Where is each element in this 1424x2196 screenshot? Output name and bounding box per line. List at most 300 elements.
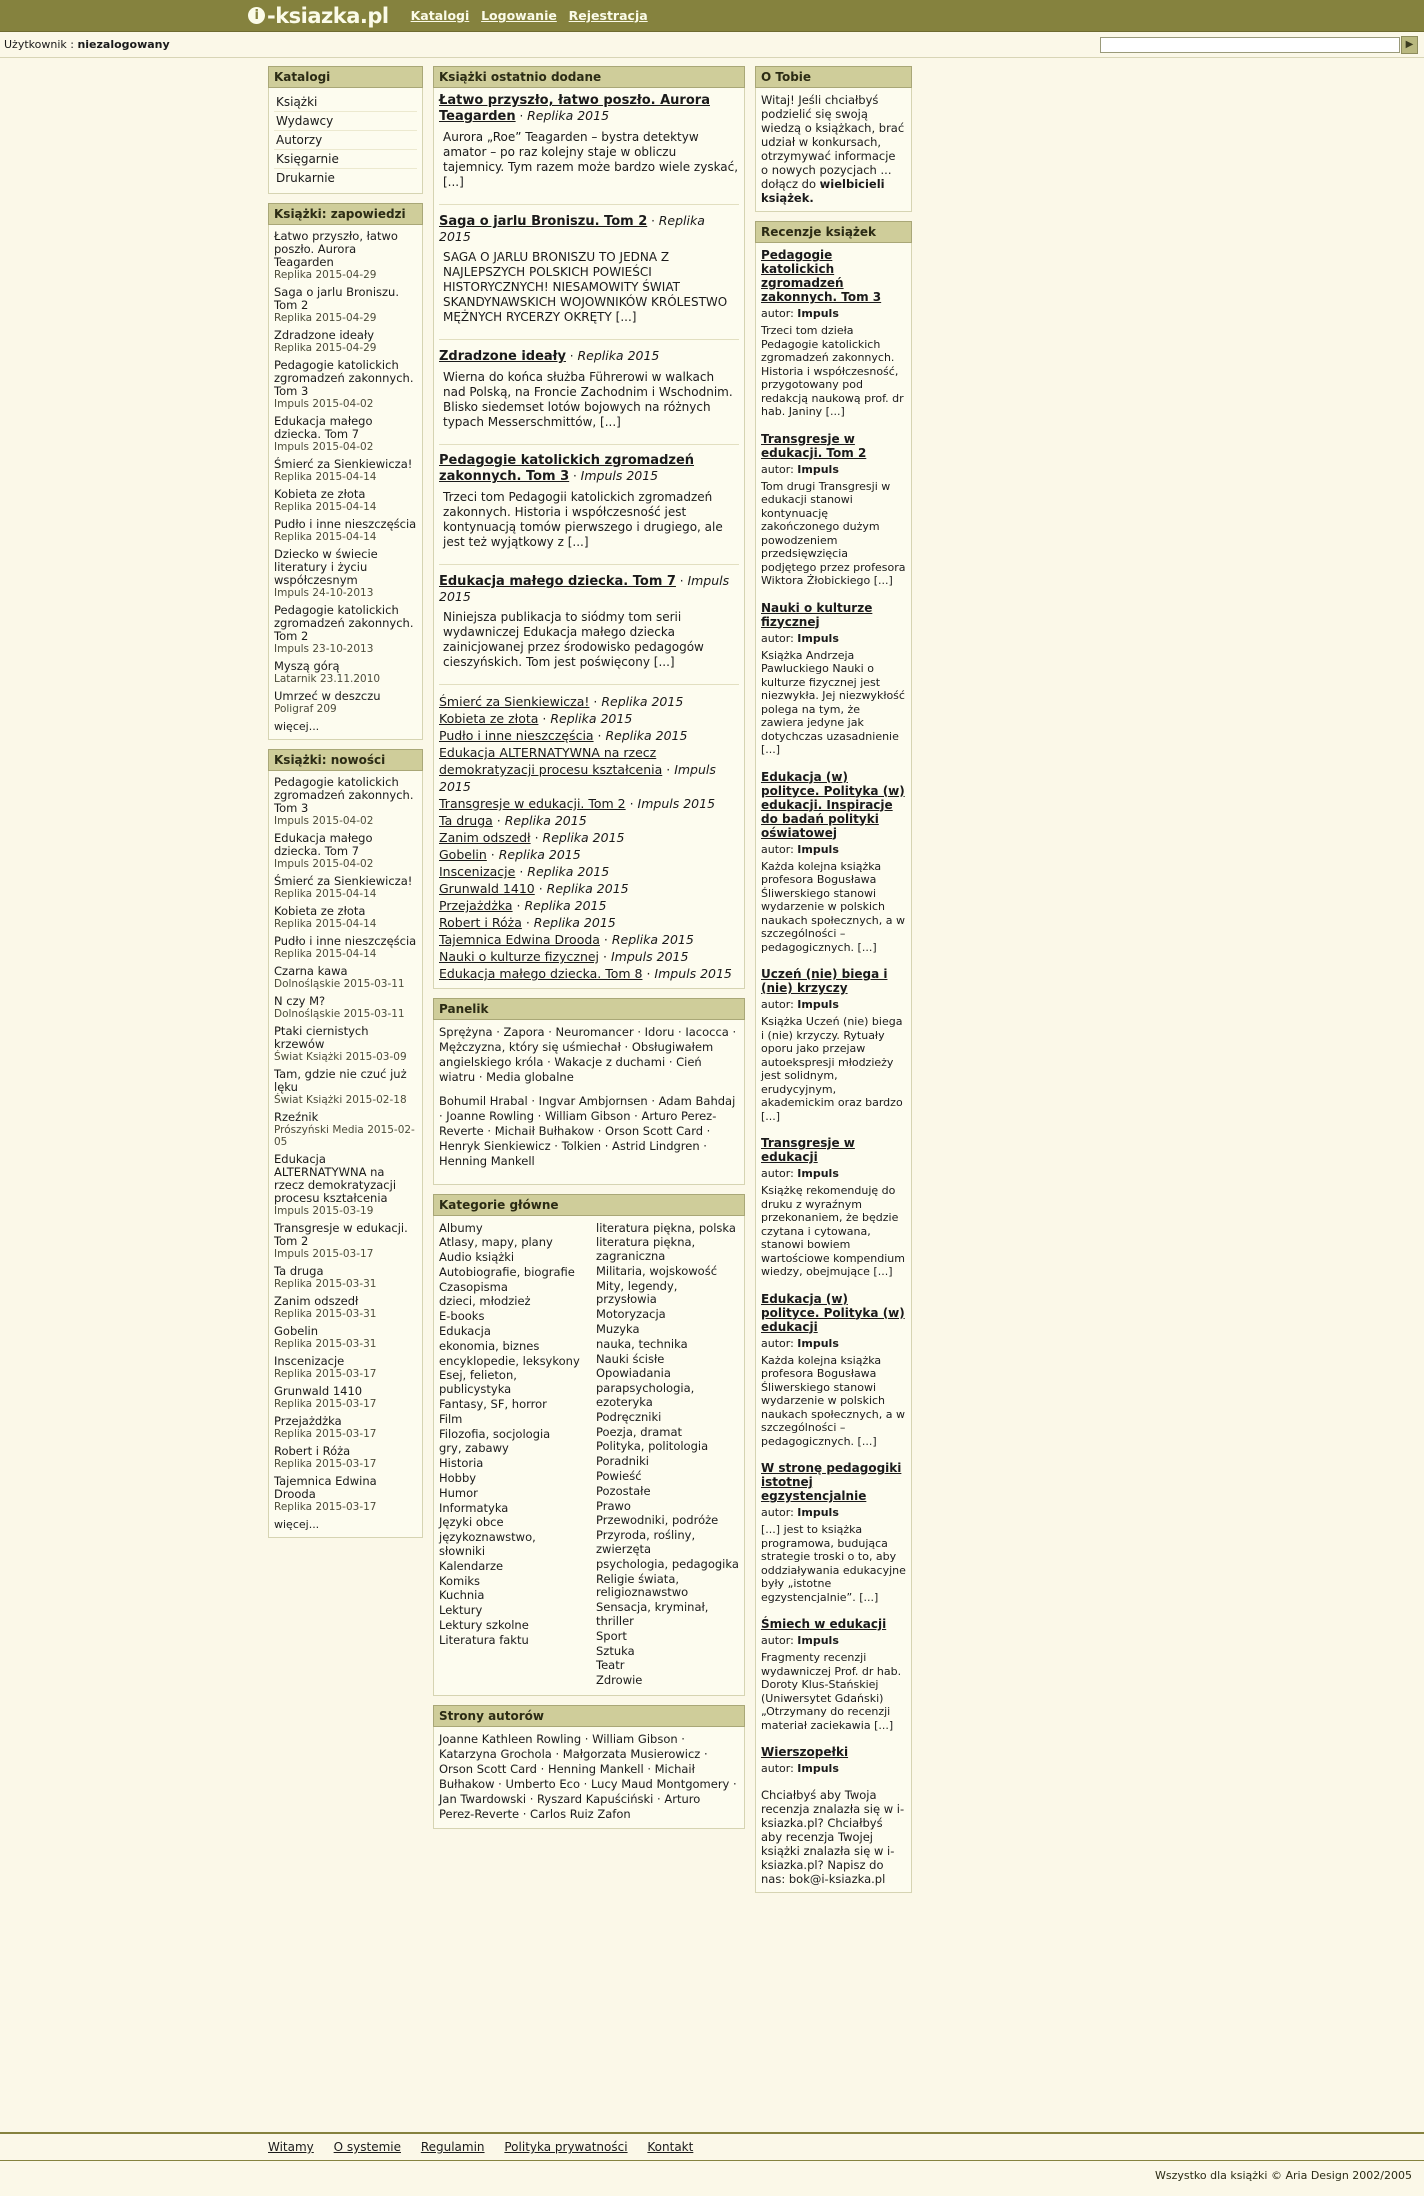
- book-link[interactable]: Pedagogie katolickich zgromadzeń zakonnych. Tom 3: [274, 358, 414, 398]
- book-publisher: Replika 2015: [498, 847, 581, 862]
- list-item: Pudło i inne nieszczęścia · Replika 2015: [439, 728, 688, 743]
- nav-item-logowanie[interactable]: Logowanie: [481, 8, 557, 23]
- review-author-label: autor:: [761, 842, 794, 856]
- author-pages-body[interactable]: Joanne Kathleen Rowling · William Gibson · Katarzyna Grochola · Małgorzata Musierowicz · Orson Scott Card · Henning Mankell · Michaił Bułhakow · Umberto Eco · Lucy Maud Montgomery · Jan Twardowski · Ryszard Kapuściński · Arturo Perez-Reverte · Carlos Ruiz Zafon: [433, 1727, 745, 1829]
- review-item: [761, 601, 906, 757]
- sidebar-item-drukarnie[interactable]: Drukarnie: [276, 171, 335, 185]
- category-item[interactable]: Komiks: [439, 1573, 481, 1588]
- book-link[interactable]: Robert i Róża: [439, 915, 522, 930]
- book-publisher: Impuls 2015: [610, 949, 689, 964]
- book-link[interactable]: Zanim odszedł: [274, 1294, 359, 1308]
- footer-spacer: [0, 1902, 1424, 2132]
- review-text: Fragmenty recenzji wydawniczej Prof. dr hab. Doroty Klus-Stańskiej (Uniwersytet Gdański) „Otrzymany do recenzji materiał zaciekawia [...]: [761, 1651, 902, 1732]
- book-meta: Impuls 2015-04-02: [274, 815, 374, 827]
- review-title-link[interactable]: Śmiech w edukacji: [761, 1617, 887, 1631]
- category-item[interactable]: Autobiografie, biografie: [439, 1264, 575, 1279]
- book-link[interactable]: Łatwo przyszło, łatwo poszło. Aurora Teagarden: [274, 229, 398, 269]
- category-item[interactable]: Hobby: [439, 1471, 477, 1486]
- book-publisher: Replika 2015: [550, 711, 633, 726]
- book-meta: Replika 2015-03-17: [274, 1428, 377, 1440]
- category-item[interactable]: Humor: [439, 1485, 478, 1500]
- review-item: [761, 432, 906, 588]
- book-link[interactable]: Rzeźnik: [274, 1110, 319, 1124]
- review-author: [761, 843, 906, 856]
- list-item: [274, 1222, 417, 1260]
- review-author-label: autor:: [761, 307, 794, 320]
- reviews-body: [755, 243, 912, 1893]
- panel-panelik: [433, 998, 745, 1185]
- review-text: Każda kolejna książka profesora Bogusława Śliwerskiego stanowi wydarzenie w polskich naukach społecznych, a w szczególności – pedagogicznych. [...]: [761, 859, 906, 954]
- book-link[interactable]: Tajemnica Edwina Drooda: [274, 1474, 377, 1501]
- review-author-value: Impuls: [797, 462, 839, 476]
- book-link[interactable]: Zanim odszedł: [439, 830, 531, 845]
- book-entry: [439, 213, 739, 327]
- book-publisher: Impuls 2015: [580, 468, 659, 483]
- book-publisher: Impuls 2015: [654, 966, 732, 981]
- footer-link-polityka-prywatnosci[interactable]: Polityka prywatności: [504, 2140, 628, 2154]
- book-link[interactable]: Nauki o kulturze fizycznej: [439, 949, 600, 964]
- list-item: Grunwald 1410 · Replika 2015: [439, 881, 629, 896]
- review-text: Tom drugi Transgresji w edukacji stanowi kontynuację zakończonego dużym powodzeniem przedsięwzięcia podjętego przez profesora Wiktora Żłobickiego [...]: [761, 479, 906, 587]
- book-link[interactable]: Gobelin: [439, 847, 487, 862]
- footer-link-witamy[interactable]: Witamy: [268, 2140, 314, 2154]
- search-input[interactable]: [1100, 37, 1400, 53]
- list-item: [274, 518, 417, 543]
- book-meta: Replika 2015-03-17: [274, 1501, 377, 1513]
- category-item[interactable]: Sztuka: [596, 1643, 635, 1658]
- category-item[interactable]: Opowiadania: [596, 1366, 671, 1381]
- book-link[interactable]: Robert i Róża: [274, 1444, 351, 1458]
- review-text: Każda kolejna książka profesora Bogusława Śliwerskiego stanowi wydarzenie w polskich naukach społecznych, a w szczególności – pedagogicznych. [...]: [761, 1353, 906, 1448]
- list-item: Edukacja małego dziecka. Tom 8 · Impuls 2015: [439, 966, 732, 981]
- footer-link-kontakt[interactable]: Kontakt: [647, 2140, 694, 2154]
- book-title-link[interactable]: Łatwo przyszło, łatwo poszło. Aurora Teagarden: [439, 93, 710, 124]
- panel-author-pages-title: Strony autorów: [433, 1705, 745, 1727]
- review-author: [761, 1337, 906, 1350]
- about-text: Witaj! Jeśli chciałbyś podzielić się swoją wiedzą o książkach, brać udział w konkursach, otrzymywać informacje o nowych pozycjach ... dołącz do: [761, 93, 905, 191]
- book-link[interactable]: Kobieta ze złota: [274, 487, 366, 501]
- review-author: [761, 463, 906, 476]
- list-item: [274, 832, 417, 870]
- category-item[interactable]: Mity, legendy, przysłowia: [596, 1278, 678, 1307]
- list-item: [274, 1445, 417, 1470]
- list-item: [274, 1355, 417, 1380]
- separator-dot: ·: [569, 349, 578, 363]
- book-link[interactable]: N czy M?: [274, 994, 326, 1008]
- list-item: Inscenizacje · Replika 2015: [439, 864, 610, 879]
- review-item: [761, 1292, 906, 1449]
- category-item[interactable]: Przyroda, rośliny, zwierzęta: [596, 1528, 696, 1557]
- book-meta: Poligraf 209: [274, 703, 337, 715]
- panelik-books[interactable]: Sprężyna · Zapora · Neuromancer · Idoru · Iacocca · Mężczyzna, który się uśmiechał · Obsługiwałem angielskiego króla · Wakacje z duchami · Cień wiatru · Media globalne: [439, 1025, 737, 1084]
- panel-about: [755, 66, 912, 212]
- user-value: niezalogowany: [77, 38, 170, 51]
- separator-dot: ·: [679, 574, 688, 588]
- category-item[interactable]: Film: [439, 1411, 463, 1426]
- book-meta: Replika 2015-04-29: [274, 269, 377, 281]
- book-publisher: Replika 2015: [527, 864, 610, 879]
- category-item[interactable]: Informatyka: [439, 1500, 509, 1515]
- review-item: [761, 1617, 906, 1732]
- category-item[interactable]: Muzyka: [596, 1322, 640, 1337]
- review-item: [761, 248, 906, 419]
- review-text: Książka Andrzeja Pawluckiego Nauki o kulturze fizycznej jest niezwykła. Jej niezwykłość polega na tym, że zawiera jedyne jak dotychczas uzasadnienie [...]: [761, 648, 905, 756]
- category-item[interactable]: Literatura faktu: [439, 1632, 529, 1647]
- book-link[interactable]: Edukacja małego dziecka. Tom 7: [274, 831, 373, 858]
- book-publisher: Replika 2015: [524, 898, 607, 913]
- review-author-label: autor:: [761, 998, 794, 1011]
- book-link[interactable]: Tam, gdzie nie czuć już lęku: [274, 1067, 407, 1094]
- category-item[interactable]: Poradniki: [596, 1454, 649, 1469]
- book-meta: Replika 2015-04-14: [274, 531, 377, 543]
- panelik-body: [433, 1020, 745, 1185]
- review-author: [761, 307, 906, 320]
- book-publisher: Replika 2015: [504, 813, 587, 828]
- footer-link-o-systemie[interactable]: O systemie: [333, 2140, 401, 2154]
- category-item[interactable]: literatura piękna, zagraniczna: [596, 1235, 696, 1264]
- nav-item-rejestracja[interactable]: Rejestracja: [568, 8, 648, 23]
- categories-column-2: [596, 1221, 739, 1689]
- book-entry: [439, 573, 739, 672]
- category-item[interactable]: Podręczniki: [596, 1409, 662, 1424]
- list-item: [274, 875, 417, 900]
- book-meta: Impuls 2015-04-02: [274, 398, 374, 410]
- list-item: Śmierć za Sienkiewicza! · Replika 2015: [439, 694, 684, 709]
- catalog-list: [268, 88, 423, 194]
- category-item[interactable]: Kalendarze: [439, 1558, 504, 1573]
- category-item[interactable]: Polityka, politologia: [596, 1439, 709, 1454]
- book-title-link[interactable]: Edukacja małego dziecka. Tom 7: [439, 574, 676, 589]
- category-item[interactable]: Albumy: [439, 1220, 483, 1235]
- review-author-value: Impuls: [797, 998, 839, 1011]
- review-author-label: autor:: [761, 1167, 794, 1180]
- book-publisher: Replika 2015: [577, 348, 660, 363]
- review-item: [761, 1745, 906, 1775]
- list-item: [274, 329, 417, 354]
- review-title-link[interactable]: Transgresje w edukacji. Tom 2: [761, 431, 867, 460]
- news-list: [268, 771, 423, 1538]
- book-link[interactable]: Saga o jarlu Broniszu. Tom 2: [274, 285, 400, 312]
- book-title-link[interactable]: Pedagogie katolickich zgromadzeń zakonnych. Tom 3: [439, 453, 695, 484]
- list-item: Przejażdżka · Replika 2015: [439, 898, 607, 913]
- category-item[interactable]: Religie świata, religioznawstwo: [596, 1571, 689, 1600]
- panelik-authors[interactable]: Bohumil Hrabal · Ingvar Ambjornsen · Adam Bahdaj · Joanne Rowling · William Gibson · Arturo Perez-Reverte · Michaił Bułhakow · Orson Scott Card · Henryk Sienkiewicz · Tolkien · Astrid Lindgren · Henning Mankell: [439, 1094, 736, 1168]
- book-link[interactable]: Umrzeć w deszczu: [274, 689, 381, 703]
- review-text: Trzeci tom dzieła Pedagogie katolickich zgromadzeń zakonnych. Historia i współczesność, przygotowany pod redakcją naukową prof. dr hab. Janiny [...]: [761, 324, 904, 418]
- book-link[interactable]: Pudło i inne nieszczęścia: [274, 934, 417, 948]
- review-author-label: autor:: [761, 1336, 794, 1350]
- book-link[interactable]: Dziecko w świecie literatury i życiu współczesnym: [274, 547, 378, 587]
- sidebar-item-ksiazki[interactable]: Książki: [274, 93, 417, 112]
- category-item[interactable]: encyklopedie, leksykony: [439, 1353, 580, 1368]
- book-link[interactable]: Edukacja ALTERNATYWNA na rzecz demokratyzacji procesu kształcenia: [274, 1152, 397, 1205]
- nav-item-katalogi[interactable]: Katalogi: [410, 8, 470, 23]
- book-link[interactable]: Transgresje w edukacji. Tom 2: [274, 1221, 408, 1248]
- category-item[interactable]: Lektury: [439, 1603, 483, 1618]
- panel-catalogs-title: Katalogi: [268, 66, 423, 88]
- panel-recent-title: Książki ostatnio dodane: [433, 66, 745, 88]
- divider: [439, 444, 739, 445]
- list-item: Gobelin · Replika 2015: [439, 847, 581, 862]
- list-item: [274, 1111, 417, 1148]
- category-item[interactable]: Esej, felieton, publicystyka: [439, 1368, 517, 1397]
- book-link[interactable]: Przejażdżka: [274, 1414, 342, 1428]
- book-meta: Replika 2015-04-29: [274, 312, 377, 324]
- book-meta: Impuls 2015-04-02: [274, 858, 374, 870]
- category-item[interactable]: Teatr: [596, 1658, 625, 1673]
- list-item: [274, 690, 417, 715]
- book-publisher: Replika 2015: [533, 915, 616, 930]
- list-item: [274, 965, 417, 990]
- category-item[interactable]: Czasopisma: [439, 1279, 508, 1294]
- book-meta: Replika 2015-03-31: [274, 1308, 377, 1320]
- category-item[interactable]: Poezja, dramat: [596, 1424, 683, 1439]
- divider: [439, 564, 739, 565]
- upcoming-list: [268, 225, 423, 740]
- list-item: [274, 359, 417, 410]
- review-author-label: autor:: [761, 462, 794, 476]
- book-publisher: Replika 2015: [611, 932, 694, 947]
- list-item: [274, 604, 417, 655]
- list-item: Nauki o kulturze fizycznej · Impuls 2015: [439, 949, 689, 964]
- sidebar-item-ksiegarnie[interactable]: Księgarnie: [274, 150, 417, 169]
- review-item: [761, 1461, 906, 1604]
- book-link[interactable]: Pedagogie katolickich zgromadzeń zakonnych. Tom 3: [274, 775, 414, 815]
- panel-about-title: O Tobie: [755, 66, 912, 88]
- book-link[interactable]: Tajemnica Edwina Drooda: [439, 932, 600, 947]
- list-item: [274, 1025, 417, 1063]
- category-item[interactable]: nauka, technika: [596, 1336, 688, 1351]
- list-item: Robert i Róża · Replika 2015: [439, 915, 616, 930]
- list-item: [274, 1325, 417, 1350]
- book-meta: Latarnik 23.11.2010: [274, 673, 381, 685]
- review-text: Książkę rekomenduję do druku z wyraźnym przekonaniem, że będzie czytana i cytowana, stanowi bowiem wartościowe kompendium wiedzy, obejmujące [...]: [761, 1184, 905, 1278]
- category-item[interactable]: językoznawstwo, słowniki: [439, 1530, 536, 1559]
- category-item[interactable]: Sport: [596, 1628, 627, 1643]
- category-item[interactable]: E-books: [439, 1309, 485, 1324]
- list-item: [274, 1475, 417, 1513]
- book-meta: Dolnośląskie 2015-03-11: [274, 978, 405, 990]
- review-author-value: Impuls: [797, 842, 839, 856]
- review-title-link[interactable]: Edukacja (w) polityce. Polityka (w) edukacji: [761, 1291, 905, 1334]
- book-meta: Replika 2015-04-14: [274, 948, 377, 960]
- book-publisher: Replika 2015: [439, 213, 705, 244]
- book-meta: Replika 2015-04-14: [274, 501, 377, 513]
- divider: [439, 339, 739, 340]
- book-link[interactable]: Edukacja małego dziecka. Tom 7: [274, 414, 373, 441]
- book-publisher: Replika 2015: [601, 694, 684, 709]
- panel-author-pages: [433, 1705, 745, 1829]
- category-item[interactable]: Fantasy, SF, horror: [439, 1397, 547, 1412]
- category-item[interactable]: Przewodniki, podróże: [596, 1513, 719, 1528]
- book-link[interactable]: Pudło i inne nieszczęścia: [439, 728, 594, 743]
- book-link[interactable]: Inscenizacje: [439, 864, 516, 879]
- category-item[interactable]: Filozofia, socjologia: [439, 1426, 551, 1441]
- book-link[interactable]: Przejażdżka: [439, 898, 513, 913]
- site-logo[interactable]: [248, 4, 389, 28]
- panel-reviews: [755, 221, 912, 1893]
- review-author-label: autor:: [761, 1506, 794, 1519]
- divider: [439, 684, 739, 685]
- middle-column: [433, 66, 745, 1838]
- left-column: [268, 66, 423, 1547]
- category-item[interactable]: Powieść: [596, 1469, 642, 1484]
- panel-categories: [433, 1194, 745, 1696]
- book-meta: Świat Książki 2015-03-09: [274, 1051, 407, 1063]
- review-title-link[interactable]: W stronę pedagogiki istotnej egzystencjalnie: [761, 1461, 902, 1503]
- panel-recent-books: [433, 66, 745, 989]
- list-item: Kobieta ze złota · Replika 2015: [439, 711, 633, 726]
- book-link[interactable]: Gobelin: [274, 1324, 319, 1338]
- category-item[interactable]: Atlasy, mapy, plany: [439, 1235, 553, 1250]
- category-item[interactable]: Lektury szkolne: [439, 1618, 529, 1633]
- review-title-link[interactable]: Pedagogie katolickich zgromadzeń zakonnych. Tom 3: [761, 248, 882, 304]
- list-item: [274, 1068, 417, 1106]
- book-link[interactable]: Edukacja ALTERNATYWNA na rzecz demokratyzacji procesu kształcenia: [439, 745, 663, 777]
- review-author: [761, 1634, 906, 1647]
- review-author-label: autor:: [761, 1762, 794, 1775]
- review-title-link[interactable]: Nauki o kulturze fizycznej: [761, 600, 873, 629]
- list-item: [274, 995, 417, 1020]
- search-go-icon[interactable]: ▶: [1401, 36, 1418, 54]
- news-more-link[interactable]: więcej...: [274, 1518, 320, 1531]
- category-item[interactable]: Języki obce: [439, 1515, 504, 1530]
- book-publisher: Replika 2015: [542, 830, 625, 845]
- book-title-link[interactable]: Saga o jarlu Broniszu. Tom 2: [439, 214, 648, 229]
- book-meta: Replika 2015-04-14: [274, 888, 377, 900]
- book-meta: Replika 2015-03-31: [274, 1278, 377, 1290]
- review-title-link[interactable]: Uczeń (nie) biega i (nie) krzyczy: [761, 967, 888, 995]
- top-bar: [0, 0, 1424, 32]
- book-link[interactable]: Ta druga: [439, 813, 493, 828]
- panel-upcoming: [268, 203, 423, 740]
- recent-short-list: [439, 693, 739, 982]
- category-item[interactable]: Nauki ścisłe: [596, 1351, 665, 1366]
- category-item[interactable]: gry, zabawy: [439, 1441, 509, 1456]
- list-item: Tajemnica Edwina Drooda · Replika 2015: [439, 932, 694, 947]
- list-item: [274, 548, 417, 599]
- book-link[interactable]: Inscenizacje: [274, 1354, 345, 1368]
- book-link[interactable]: Kobieta ze złota: [439, 711, 539, 726]
- top-navigation: [411, 8, 656, 23]
- review-item: [761, 1136, 906, 1279]
- category-item[interactable]: Sensacja, kryminał, thriller: [596, 1600, 709, 1629]
- book-link[interactable]: Śmierć za Sienkiewicza!: [274, 874, 413, 888]
- book-entry: [439, 93, 739, 192]
- book-meta: Świat Książki 2015-02-18: [274, 1094, 407, 1106]
- book-link[interactable]: Śmierć za Sienkiewicza!: [274, 457, 413, 471]
- category-item[interactable]: literatura piękna, polska: [596, 1220, 736, 1235]
- list-item: [274, 905, 417, 930]
- review-item: [761, 967, 906, 1123]
- upcoming-more-link[interactable]: więcej...: [274, 720, 320, 733]
- book-publisher: Replika 2015: [527, 108, 610, 123]
- sidebar-item-wydawcy[interactable]: Wydawcy: [274, 112, 417, 131]
- review-author-label: autor:: [761, 1634, 794, 1647]
- category-item[interactable]: Pozostałe: [596, 1483, 651, 1498]
- book-link[interactable]: Edukacja małego dziecka. Tom 8: [439, 966, 643, 981]
- categories-column-1: [439, 1221, 582, 1689]
- right-column: [755, 66, 912, 1902]
- book-entry: [439, 453, 739, 552]
- review-author-value: Impuls: [797, 307, 839, 320]
- categories-body: [433, 1216, 745, 1696]
- book-meta: Replika 2015-04-14: [274, 471, 377, 483]
- categories-columns: [439, 1221, 739, 1689]
- review-author-value: Impuls: [797, 1506, 839, 1519]
- category-item[interactable]: parapsychologia, ezoteryka: [596, 1381, 695, 1410]
- panel-news: [268, 749, 423, 1538]
- category-item[interactable]: Militaria, wojskowość: [596, 1263, 718, 1278]
- book-link[interactable]: Kobieta ze złota: [274, 904, 366, 918]
- review-author-value: Impuls: [797, 1167, 839, 1180]
- review-text: [...] jest to książka programowa, budująca strategie troski o to, aby oddziaływania edukacyjne były „istotne egzystencjalnie”. [...]: [761, 1523, 906, 1604]
- book-title-link[interactable]: Zdradzone ideały: [439, 349, 566, 364]
- book-link[interactable]: Grunwald 1410: [439, 881, 535, 896]
- book-meta: Replika 2015-04-14: [274, 918, 377, 930]
- review-title-link[interactable]: Transgresje w edukacji: [761, 1136, 855, 1164]
- book-link[interactable]: Transgresje w edukacji. Tom 2: [439, 796, 626, 811]
- separator-dot: ·: [519, 109, 528, 123]
- review-title-link[interactable]: Wierszopełki: [761, 1745, 849, 1759]
- category-item[interactable]: psychologia, pedagogika: [596, 1556, 739, 1571]
- book-link[interactable]: Śmierć za Sienkiewicza!: [439, 694, 590, 709]
- about-text-bold: wielbicieli książek.: [761, 177, 885, 205]
- review-author: [761, 1762, 906, 1775]
- category-item[interactable]: Kuchnia: [439, 1588, 485, 1603]
- category-item[interactable]: Zdrowie: [596, 1673, 643, 1688]
- book-link[interactable]: Pedagogie katolickich zgromadzeń zakonnych. Tom 2: [274, 603, 414, 643]
- footer-link-regulamin[interactable]: Regulamin: [420, 2140, 485, 2154]
- book-link[interactable]: Ptaki ciernistych krzewów: [274, 1024, 369, 1051]
- panel-catalogs: [268, 66, 423, 194]
- list-item: [274, 935, 417, 960]
- category-item[interactable]: dzieci, młodzież: [439, 1294, 531, 1309]
- book-link[interactable]: Pudło i inne nieszczęścia: [274, 517, 417, 531]
- book-link[interactable]: Ta druga: [274, 1264, 324, 1278]
- copyright-text: Wszystko dla książki © Aria Design 2002/2005: [1154, 2169, 1412, 2182]
- review-contact-text: Chciałbyś aby Twoja recenzja znalazła się w i-ksiazka.pl? Chciałbyś aby recenzja Twojej książki znalazła się w i-ksiazka.pl? Napisz do nas: bok@i-ksiazka.pl: [761, 1788, 905, 1886]
- category-item[interactable]: Motoryzacja: [596, 1307, 666, 1322]
- book-link[interactable]: Czarna kawa: [274, 964, 348, 978]
- sidebar-item-autorzy[interactable]: Autorzy: [274, 131, 417, 150]
- category-item[interactable]: Historia: [439, 1456, 484, 1471]
- list-item: [274, 458, 417, 483]
- book-meta: Replika 2015-03-31: [274, 1338, 377, 1350]
- book-link[interactable]: Myszą górą: [274, 659, 340, 673]
- category-item[interactable]: Prawo: [596, 1498, 631, 1513]
- list-item: Ta druga · Replika 2015: [439, 813, 587, 828]
- book-meta: Impuls 2015-03-17: [274, 1248, 374, 1260]
- divider: [439, 204, 739, 205]
- book-publisher: Impuls 2015: [439, 762, 716, 794]
- book-meta: Dolnośląskie 2015-03-11: [274, 1008, 405, 1020]
- list-item: [274, 776, 417, 827]
- list-item: [274, 286, 417, 324]
- category-item[interactable]: Edukacja: [439, 1324, 491, 1339]
- book-meta: Prószyński Media 2015-02-05: [274, 1124, 415, 1148]
- review-author-value: Impuls: [797, 1336, 839, 1350]
- book-link[interactable]: Grunwald 1410: [274, 1384, 363, 1398]
- book-meta: Replika 2015-03-17: [274, 1458, 377, 1470]
- list-item: [274, 230, 417, 281]
- book-publisher: Impuls 2015: [637, 796, 716, 811]
- review-title-link[interactable]: Edukacja (w) polityce. Polityka (w) edukacji. Inspiracje do badań polityki oświatowej: [761, 769, 905, 840]
- book-description: SAGA O JARLU BRONISZU TO JEDNA Z NAJLEPSZYCH POLSKICH POWIEŚCI HISTORYCZNYCH! NIESAMOWITY ŚWIAT SKANDYNAWSKICH WOJOWNIKÓW KRÓLESTWO MĘŻNYCH RYCERZY OKRĘTY [...]: [443, 250, 728, 324]
- category-item[interactable]: ekonomia, biznes: [439, 1338, 540, 1353]
- category-item[interactable]: Audio książki: [439, 1250, 515, 1265]
- book-link[interactable]: Zdradzone ideały: [274, 328, 375, 342]
